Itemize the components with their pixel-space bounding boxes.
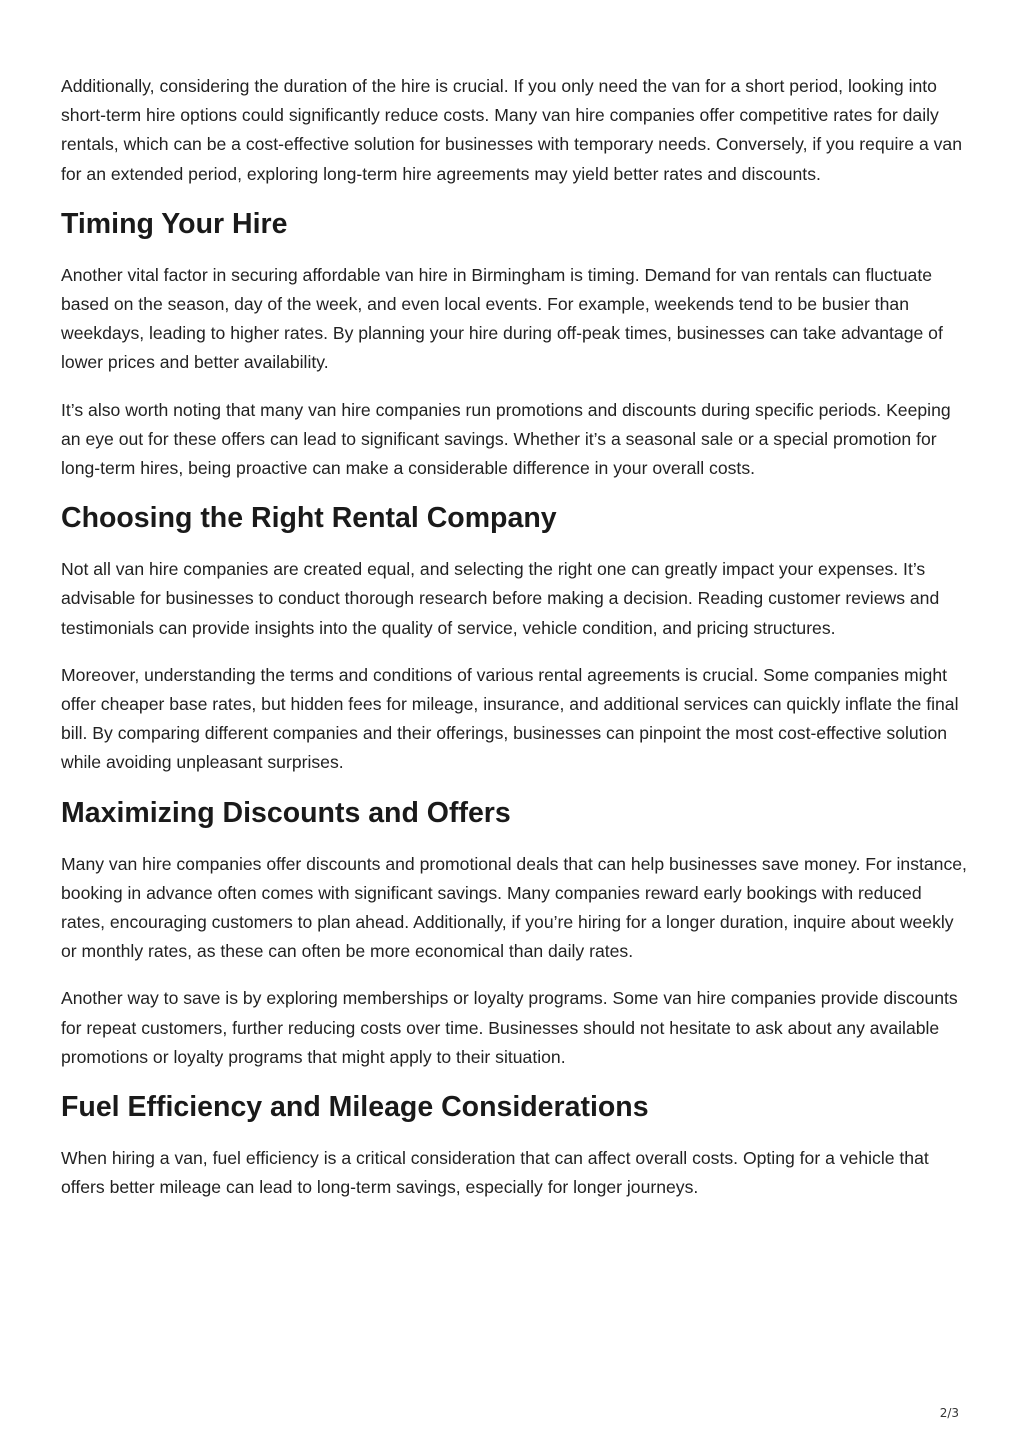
section-paragraph: Another vital factor in securing affordable van hire in Birmingham is timing. Demand for van rentals can fluctuate based on the season, day of the week, and even local events. For example, weekends tend to be busier than weekdays, leading to higher rates. By planning your hire during off-peak times, businesses can take advantage of lower prices and better availability.: [61, 264, 943, 373]
document-body: [61, 72, 967, 1220]
section-paragraph: Moreover, understanding the terms and conditions of various rental agreements is crucial. Some companies might offer cheaper base rates, but hidden fees for mileage, insurance, and additional services can quickly inflate the final bill. By comparing different companies and their offerings, businesses can pinpoint the most cost-effective solution while avoiding unpleasant surprises.: [61, 664, 959, 773]
section-choosing-rental-company: [61, 501, 967, 777]
section-paragraph: Another way to save is by exploring memberships or loyalty programs. Some van hire companies provide discounts for repeat customers, further reducing costs over time. Businesses should not hesitate to ask about any available promotions or loyalty programs that might apply to their situation.: [61, 988, 958, 1067]
section-paragraph: Not all van hire companies are created equal, and selecting the right one can greatly impact your expenses. It’s advisable for businesses to conduct thorough research before making a decision. Reading customer reviews and testimonials can provide insights into the quality of service, vehicle condition, and pricing structures.: [61, 559, 940, 638]
intro-paragraph: Additionally, considering the duration of the hire is crucial. If you only need the van for a short period, looking into short-term hire options could significantly reduce costs. Many van hire companies offer competitive rates for daily rentals, which can be a cost-effective solution for businesses with temporary needs. Conversely, if you require a van for an extended period, exploring long-term hire agreements may yield better rates and discounts.: [61, 76, 962, 184]
section-heading: Choosing the Right Rental Company: [61, 502, 557, 535]
section-fuel-efficiency: [61, 1090, 967, 1202]
section-heading: Timing Your Hire: [61, 207, 288, 240]
section-timing-your-hire: [61, 207, 967, 483]
page-number: 2/3: [939, 1406, 959, 1420]
section-paragraph: Many van hire companies offer discounts and promotional deals that can help businesses save money. For instance, booking in advance often comes with significant savings. Many companies reward early bookings with reduced rates, encouraging customers to plan ahead. Additionally, if you’re hiring for a longer duration, inquire about weekly or monthly rates, as these can often be more economical than daily rates.: [61, 853, 967, 962]
section-paragraph: When hiring a van, fuel efficiency is a critical consideration that can affect overall costs. Opting for a vehicle that offers better mileage can lead to long-term savings, especially for longer journeys.: [61, 1148, 929, 1198]
section-heading: Maximizing Discounts and Offers: [61, 796, 511, 829]
section-maximizing-discounts: [61, 796, 967, 1072]
section-paragraph: It’s also worth noting that many van hire companies run promotions and discounts during specific periods. Keeping an eye out for these offers can lead to significant savings. Whether it’s a seasonal sale or a special promotion for long-term hires, being proactive can make a considerable difference in your overall costs.: [61, 399, 951, 479]
section-heading: Fuel Efficiency and Mileage Considerations: [61, 1091, 649, 1124]
